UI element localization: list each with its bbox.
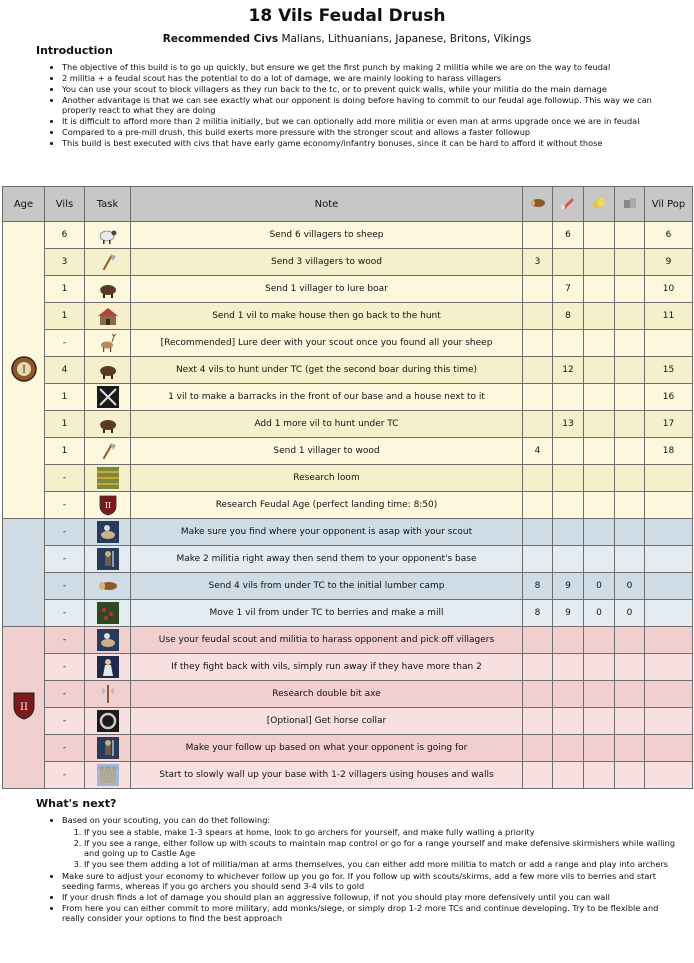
note-cell: Next 4 vils to hunt under TC (get the second boar during this time) (131, 357, 523, 384)
vils-cell: - (45, 627, 85, 654)
wood-cell (523, 681, 553, 708)
wood-cell: 3 (523, 249, 553, 276)
pop-cell (645, 708, 693, 735)
gold-cell: 0 (584, 600, 615, 627)
age-cell (3, 519, 45, 627)
note-cell: Send 4 vils from under TC to the initial lumber camp (131, 573, 523, 600)
horse-collar-icon (85, 708, 131, 735)
note-cell: 1 vil to make a barracks in the front of our base and a house next to it (131, 384, 523, 411)
list-item (62, 815, 682, 869)
list-item: • From here you can either commit to more military, add monks/siege, or simply drop 1-2 more TCs and continue developing. Try to be flexible and really consider your options to find the best approach (62, 903, 682, 923)
scout-icon (85, 627, 131, 654)
stone-cell (615, 411, 645, 438)
gold-cell (584, 546, 615, 573)
stone-cell (615, 384, 645, 411)
vils-cell: - (45, 735, 85, 762)
table-row (3, 681, 693, 708)
wood-cell (523, 303, 553, 330)
list-item: • The objective of this build is to go up quickly, but ensure we get the first punch by making 2 militia while we are on the way to feudal (62, 62, 682, 72)
scout-icon (85, 519, 131, 546)
table-row (3, 249, 693, 276)
pop-cell (645, 762, 693, 789)
option-item: 3. If you see them adding a lot of militia/man at arms themselves, you can either add more militia to match or add a range and play into archers (84, 859, 682, 869)
food-cell: 9 (553, 600, 584, 627)
food-cell: 9 (553, 573, 584, 600)
vils-cell: 1 (45, 303, 85, 330)
vils-cell: - (45, 330, 85, 357)
stone-icon (615, 187, 645, 222)
pop-cell: 11 (645, 303, 693, 330)
table-row (3, 465, 693, 492)
wood-cell (523, 627, 553, 654)
vils-cell: - (45, 762, 85, 789)
house-icon (85, 303, 131, 330)
stone-cell (615, 762, 645, 789)
table-row (3, 546, 693, 573)
gold-cell (584, 303, 615, 330)
note-cell: [Optional] Get horse collar (131, 708, 523, 735)
pop-cell (645, 600, 693, 627)
boar-icon (85, 357, 131, 384)
options-list (62, 827, 682, 869)
table-row (3, 708, 693, 735)
col-task: Task (85, 187, 131, 222)
food-cell (553, 492, 584, 519)
note-cell: Research Feudal Age (perfect landing time: 8:50) (131, 492, 523, 519)
vils-cell: - (45, 465, 85, 492)
gold-cell (584, 222, 615, 249)
food-cell: 6 (553, 222, 584, 249)
table-row (3, 357, 693, 384)
vils-cell: - (45, 600, 85, 627)
svg-text:II: II (19, 702, 28, 713)
food-cell: 12 (553, 357, 584, 384)
wood-axe-icon (85, 249, 131, 276)
stone-cell (615, 357, 645, 384)
gold-cell (584, 708, 615, 735)
pop-cell (645, 546, 693, 573)
wood-cell (523, 357, 553, 384)
wall-icon (85, 762, 131, 789)
wood-cell (523, 519, 553, 546)
table-row (3, 384, 693, 411)
col-age: Age (3, 187, 45, 222)
vils-cell: 1 (45, 411, 85, 438)
stone-cell (615, 546, 645, 573)
deer-icon (85, 330, 131, 357)
vils-cell: - (45, 519, 85, 546)
gold-cell (584, 411, 615, 438)
stone-cell (615, 654, 645, 681)
food-cell: 13 (553, 411, 584, 438)
table-row (3, 438, 693, 465)
gold-cell (584, 465, 615, 492)
food-cell (553, 654, 584, 681)
list-item-text: Based on your scouting, you can do thet following: (62, 815, 271, 825)
wood-cell (523, 222, 553, 249)
pop-cell: 15 (645, 357, 693, 384)
dark-age-icon (11, 354, 37, 384)
col-vils: Vils (45, 187, 85, 222)
table-row (3, 573, 693, 600)
double-bit-axe-icon (85, 681, 131, 708)
age-cell (3, 627, 45, 789)
note-cell: Move 1 vil from under TC to berries and make a mill (131, 600, 523, 627)
stone-cell (615, 627, 645, 654)
pop-cell: 18 (645, 438, 693, 465)
vils-cell: - (45, 681, 85, 708)
table-row (3, 762, 693, 789)
pop-cell (645, 654, 693, 681)
vils-cell: - (45, 708, 85, 735)
list-item: • Another advantage is that we can see exactly what our opponent is doing before having to commit to our feudal age followup. This way we can properly react to what they are doing (62, 95, 682, 115)
gold-cell (584, 357, 615, 384)
pop-cell: 9 (645, 249, 693, 276)
vils-cell: 4 (45, 357, 85, 384)
gold-cell (584, 276, 615, 303)
gold-cell: 0 (584, 573, 615, 600)
boar-icon (85, 276, 131, 303)
svg-text:II: II (104, 501, 111, 510)
pop-cell: 16 (645, 384, 693, 411)
vils-cell: 1 (45, 384, 85, 411)
food-cell (553, 735, 584, 762)
list-item: • Make sure to adjust your economy to whichever follow up you go for. If you follow up with scouts/skirms, add a few more vils to berries and start seeding farms, whereas if you go archers you should send 3-4 vils to gold (62, 871, 682, 891)
swords-icon (85, 384, 131, 411)
pop-cell (645, 681, 693, 708)
note-cell: Make sure you find where your opponent is asap with your scout (131, 519, 523, 546)
wood-cell (523, 546, 553, 573)
gold-cell (584, 438, 615, 465)
wood-cell (523, 384, 553, 411)
stone-cell (615, 735, 645, 762)
vils-cell: - (45, 546, 85, 573)
vils-cell: 6 (45, 222, 85, 249)
list-item: • You can use your scout to block villagers as they run back to the tc, or to prevent quick walls, while your militia do the main damage (62, 84, 682, 94)
stone-cell (615, 519, 645, 546)
food-cell (553, 627, 584, 654)
note-cell: Send 6 villagers to sheep (131, 222, 523, 249)
wood-cell (523, 276, 553, 303)
col-vil-pop: Vil Pop (645, 187, 693, 222)
food-cell (553, 762, 584, 789)
option-item: 2. If you see a range, either follow up with scouts to maintain map control or go for a range yourself and make defensive skirmishers while walling and going up to Castle Age (84, 838, 682, 858)
table-row (3, 600, 693, 627)
note-cell: Send 1 villager to lure boar (131, 276, 523, 303)
pop-cell: 10 (645, 276, 693, 303)
vils-cell: 1 (45, 276, 85, 303)
civs-label: Recommended Civs (162, 33, 279, 45)
vils-cell: 1 (45, 438, 85, 465)
note-cell: Research loom (131, 465, 523, 492)
wood-cell: 8 (523, 573, 553, 600)
note-cell: Make 2 militia right away then send them to your opponent's base (131, 546, 523, 573)
food-cell (553, 546, 584, 573)
stone-cell (615, 303, 645, 330)
civs-list: Malians, Lithuanians, Japanese, Britons, Vikings (281, 33, 532, 45)
table-row (3, 519, 693, 546)
pop-cell (645, 492, 693, 519)
food-icon (553, 187, 584, 222)
gold-cell (584, 654, 615, 681)
stone-cell: 0 (615, 600, 645, 627)
note-cell: Send 1 vil to make house then go back to the hunt (131, 303, 523, 330)
list-item: • Compared to a pre-mill drush, this build exerts more pressure with the stronger scout and allows a faster followup (62, 127, 682, 137)
stone-cell (615, 465, 645, 492)
food-cell: 7 (553, 276, 584, 303)
build-order-table (2, 186, 693, 789)
stone-cell (615, 249, 645, 276)
pop-cell (645, 465, 693, 492)
gold-cell (584, 330, 615, 357)
gold-cell (584, 492, 615, 519)
stone-cell (615, 438, 645, 465)
gold-cell (584, 762, 615, 789)
pop-cell (645, 735, 693, 762)
vils-cell: - (45, 573, 85, 600)
stone-cell: 0 (615, 573, 645, 600)
wood-cell: 4 (523, 438, 553, 465)
berries-icon (85, 600, 131, 627)
table-row (3, 303, 693, 330)
svg-text:I: I (21, 365, 26, 375)
villager-icon (85, 654, 131, 681)
table-row (3, 330, 693, 357)
note-cell: If they fight back with vils, simply run away if they have more than 2 (131, 654, 523, 681)
table-row (3, 411, 693, 438)
note-cell: [Recommended] Lure deer with your scout once you found all your sheep (131, 330, 523, 357)
pop-cell (645, 330, 693, 357)
gold-cell (584, 735, 615, 762)
food-cell (553, 708, 584, 735)
note-cell: Make your follow up based on what your opponent is going for (131, 735, 523, 762)
stone-cell (615, 330, 645, 357)
table-row (3, 735, 693, 762)
gold-cell (584, 627, 615, 654)
stone-cell (615, 708, 645, 735)
stone-cell (615, 276, 645, 303)
whats-next-heading: What's next? (36, 797, 117, 810)
pop-cell: 6 (645, 222, 693, 249)
note-cell: Start to slowly wall up your base with 1-2 villagers using houses and walls (131, 762, 523, 789)
food-cell (553, 438, 584, 465)
pop-cell: 17 (645, 411, 693, 438)
sheep-icon (85, 222, 131, 249)
intro-heading: Introduction (36, 44, 113, 57)
food-cell: 8 (553, 303, 584, 330)
wood-cell (523, 492, 553, 519)
vils-cell: - (45, 654, 85, 681)
table-header-row (3, 187, 693, 222)
table-row (3, 222, 693, 249)
whats-next-list (36, 815, 682, 924)
wood-cell (523, 735, 553, 762)
wood-icon (523, 187, 553, 222)
wood-cell: 8 (523, 600, 553, 627)
militia-icon (85, 546, 131, 573)
stone-cell (615, 681, 645, 708)
pop-cell (645, 573, 693, 600)
list-item: • If your drush finds a lot of damage you should plan an aggressive followup, if not you should play more defensively until you can wall (62, 892, 682, 902)
feudal-age-icon (85, 492, 131, 519)
food-cell (553, 249, 584, 276)
gold-cell (584, 384, 615, 411)
gold-cell (584, 249, 615, 276)
gold-icon (584, 187, 615, 222)
age-cell (3, 222, 45, 519)
list-item: • 2 militia + a feudal scout has the potential to do a lot of damage, we are mainly looking to harass villagers (62, 73, 682, 83)
wood-cell (523, 465, 553, 492)
food-cell (553, 519, 584, 546)
list-item: • This build is best executed with civs that have early game economy/infantry bonuses, since it can be hard to afford it without those (62, 138, 682, 148)
note-cell: Add 1 more vil to hunt under TC (131, 411, 523, 438)
note-cell: Use your feudal scout and militia to harass opponent and pick off villagers (131, 627, 523, 654)
vils-cell: - (45, 492, 85, 519)
gold-cell (584, 681, 615, 708)
intro-list (36, 62, 682, 149)
feudal-age-badge-icon (11, 691, 37, 721)
wood-cell (523, 411, 553, 438)
wood-cell (523, 708, 553, 735)
militia-icon (85, 735, 131, 762)
food-cell (553, 681, 584, 708)
page-title: 18 Vils Feudal Drush (248, 6, 446, 26)
option-item: 1. If you see a stable, make 1-3 spears at home, look to go archers for yourself, and make fully walling a priority (84, 827, 682, 837)
wood-cell (523, 762, 553, 789)
list-item: • It is difficult to afford more than 2 militia initially, but we can optionally add more militia or even man at arms upgrade once we are in feudal (62, 116, 682, 126)
pop-cell (645, 519, 693, 546)
loom-icon (85, 465, 131, 492)
col-note: Note (131, 187, 523, 222)
food-cell (553, 330, 584, 357)
vils-cell: 3 (45, 249, 85, 276)
boar-icon (85, 411, 131, 438)
table-row (3, 492, 693, 519)
wood-cell (523, 330, 553, 357)
food-cell (553, 465, 584, 492)
wood-axe-icon (85, 438, 131, 465)
note-cell: Send 1 villager to wood (131, 438, 523, 465)
note-cell: Send 3 villagers to wood (131, 249, 523, 276)
wood-cell (523, 654, 553, 681)
food-cell (553, 384, 584, 411)
stone-cell (615, 492, 645, 519)
table-row (3, 654, 693, 681)
stone-cell (615, 222, 645, 249)
gold-cell (584, 519, 615, 546)
table-row (3, 276, 693, 303)
note-cell: Research double bit axe (131, 681, 523, 708)
table-row (3, 627, 693, 654)
pop-cell (645, 627, 693, 654)
lumber-icon (85, 573, 131, 600)
